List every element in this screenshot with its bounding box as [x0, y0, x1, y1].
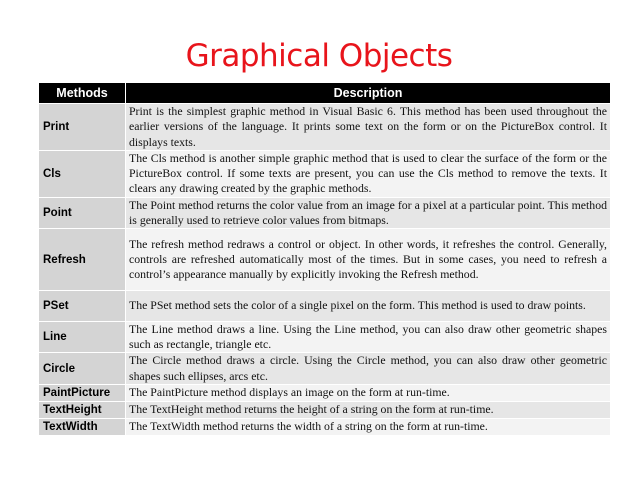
method-description: The Line method draws a line. Using the Line method, you can also draw other geometric shapes such as rectangle, triangle etc. [126, 322, 611, 353]
page-title: Graphical Objects [185, 38, 453, 74]
method-name: Circle [39, 353, 126, 384]
method-name: Line [39, 322, 126, 353]
header-methods: Methods [39, 83, 126, 104]
method-name: Point [39, 197, 126, 228]
header-description: Description [126, 83, 611, 104]
methods-table [38, 82, 611, 436]
table-row [39, 418, 611, 435]
table-row [39, 384, 611, 401]
table-row [39, 291, 611, 322]
method-description: The Circle method draws a circle. Using the Circle method, you can also draw other geometric shapes such ellipses, arcs etc. [126, 353, 611, 384]
table-row [39, 401, 611, 418]
table-row [39, 353, 611, 384]
method-name: TextWidth [39, 418, 126, 435]
method-name: Cls [39, 151, 126, 198]
method-description: Print is the simplest graphic method in Visual Basic 6. This method has been used throughout the earlier versions of the language. It prints some text on the form or on the PictureBox control. It displays texts. [126, 104, 611, 151]
table-row [39, 197, 611, 228]
method-description: The PSet method sets the color of a single pixel on the form. This method is used to draw points. [126, 291, 611, 322]
table-row [39, 104, 611, 151]
method-description: The TextHeight method returns the height of a string on the form at run-time. [126, 401, 611, 418]
method-description: The Cls method is another simple graphic method that is used to clear the surface of the form or the PictureBox control. If some texts are present, you can use the Cls method to remove the texts. It clears any drawing created by the graphic methods. [126, 151, 611, 198]
table-row [39, 151, 611, 198]
method-name: TextHeight [39, 401, 126, 418]
method-name: Print [39, 104, 126, 151]
method-description: The refresh method redraws a control or object. In other words, it refreshes the control. Generally, controls are refreshed automatically most of the times. But in some cases, you need to refresh a control’s appearance manually by explicitly invoking the Refresh method. [126, 229, 611, 291]
table-header-row [39, 83, 611, 104]
method-name: PSet [39, 291, 126, 322]
table-row [39, 229, 611, 291]
method-description: The Point method returns the color value from an image for a pixel at a particular point. This method is generally used to retrieve color values from bitmaps. [126, 197, 611, 228]
method-description: The PaintPicture method displays an image on the form at run-time. [126, 384, 611, 401]
method-name: PaintPicture [39, 384, 126, 401]
method-name: Refresh [39, 229, 126, 291]
method-description: The TextWidth method returns the width of a string on the form at run-time. [126, 418, 611, 435]
table-row [39, 322, 611, 353]
